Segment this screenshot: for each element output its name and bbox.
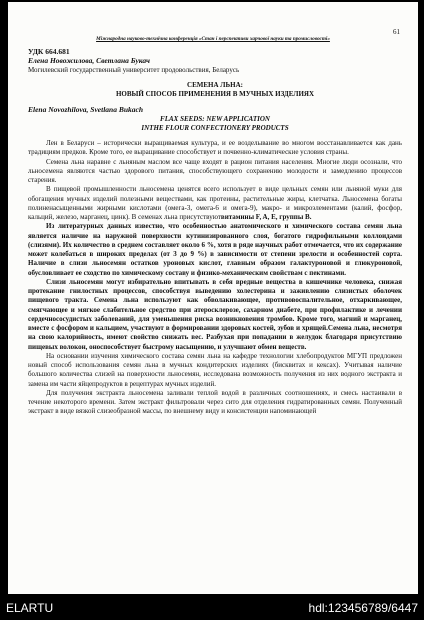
article-body [28,47,402,417]
authors-en: Elena Novozhilova, Svetlana Bukach [28,105,144,115]
conference-header: Міжнародна науково-технічна конференція «Стан і перспективи харчової науки та промисловості» [96,36,330,42]
title-ru-line-1: СЕМЕНА ЛЬНА: [187,80,243,89]
document-page [8,2,418,594]
paragraph-6: На основании изучения химического состава семян льна на кафедре технологии хлебопродуктов МГУП предложен новый способ использования семян льна в мучных кондитерских изделиях (бисквитах и кексах). Учитывая наличие большого количества слизей на поверхности льносемян, исследована возможность получения из них водного экстракта и замена им части яйцепродуктов в рецептурах мучных изделий. [28,351,402,388]
affiliation: Могилевский государственный университет продовольствия, Беларусь [28,65,240,74]
handle-id: hdl:123456789/6447 [308,601,418,615]
paragraph-5: Слизи льносемян могут избирательно впитывать в себя вредные вещества в кишечнике человека, снижая протекание гнилостных процессов, способствуя выведению холестерина и заживлению слизистых оболочек пищевого тракта. Семена льна используют как обволакивающее, противовоспалительное, отхаркивающее, смягчающее и мягкое слабительное средство при атеросклерозе, сахарном диабете, при профилактике и лечении сердечнососудистых заболеваний, для уменьшения риска возникновения тромбов. Кроме того, магний и марганец, вместе с фосфором и кальцием, участвуют в формировании здоровых костей, зубов и хрящей.Семена льна, несмотря на свою калорийность, имеют свойство снижать вес. Разбухая при попадании в желудок благодаря присутствию пищевых волокон, оноспособствует быстрому насыщению, и улучшают обмен веществ. [28,277,402,351]
vitamins-text: витамины F, A, E, группы В. [220,213,312,221]
paragraph-3: В пищевой промышленности льносемена ценятся всего использует в виде цельных семян или льняной муки для обогащения мучных изделий полезными веществами, как протеины, растительные жиры, клетчатка. Льносемена богаты полиненасыщенными жирными кислотами (омега-3, омега-6 и омега-9), макро- и микроэлементами (калий, фосфор, кальций, железо, марганец, цинк). В семенах льна присутствуютвитамины F, A, E, группы В. [28,185,402,221]
page-number: 61 [393,28,400,36]
viewer-footer [0,596,424,620]
paragraph-7: Для получения экстракта льносемена заливали теплой водой в различных соотношениях, и смесь настаивали в течение некоторого времени. Затем экстракт фильтровали через сито для отделения гидратированных семян. Полученный экстракт в виде вязкой слизеобразной массы, по внешнему виду и консистенции напоминающей [28,388,402,416]
title-en-line-1: FLAX SEEDS: NEW APPLICATION [160,114,270,123]
title-ru-line-2: НОВЫЙ СПОСОБ ПРИМЕНЕНИЯ В МУЧНЫХ ИЗДЕЛИЯХ [115,90,315,98]
paragraph-4: Из литературных данных известно, что особенностью анатомического и химического состава семян льна является наличие на наружной поверхности кутинизированного слоя, богатого гидрофильными коллоидами (слизями). Их количество в среднем составляет около 6 %, хотя в ряде научных работ отмечается, что их содержание может колебаться в широких пределах (от 3 до 9 %) в зависимости от степени зрелости и особенностей сорта. Наличие в слизи льносемян остатков уроновых кислот, главным образом галактуроновой и глюкуроновой, обусловливает ее сходство по химическому составу и физико-механическим свойствам с пектинами. [28,222,402,277]
title-en-line-2: INTHE FLOUR CONFECTIONERY PRODUCTS [141,123,289,132]
udk-code: УДК 664.681 [28,47,70,56]
authors-ru: Елена Новожилова, Светлана Букач [28,56,150,66]
paragraph-2: Семена льна наравне с льняным маслом все чаще входят в рацион питания населения. Многие люди осознали, что льносемена являются частью здорового питания, способствующего сохранению молодости и замедлению процессов старения. [28,157,402,184]
paragraph-1: Лен в Беларуси – исторически выращиваемая культура, и ее возделывание во многом восстанавливается как дань традициям предков. Кроме того, ее выращивание способствует и почвенно-климатические условия страны. [28,139,402,157]
repository-name: ELARTU [6,601,54,615]
